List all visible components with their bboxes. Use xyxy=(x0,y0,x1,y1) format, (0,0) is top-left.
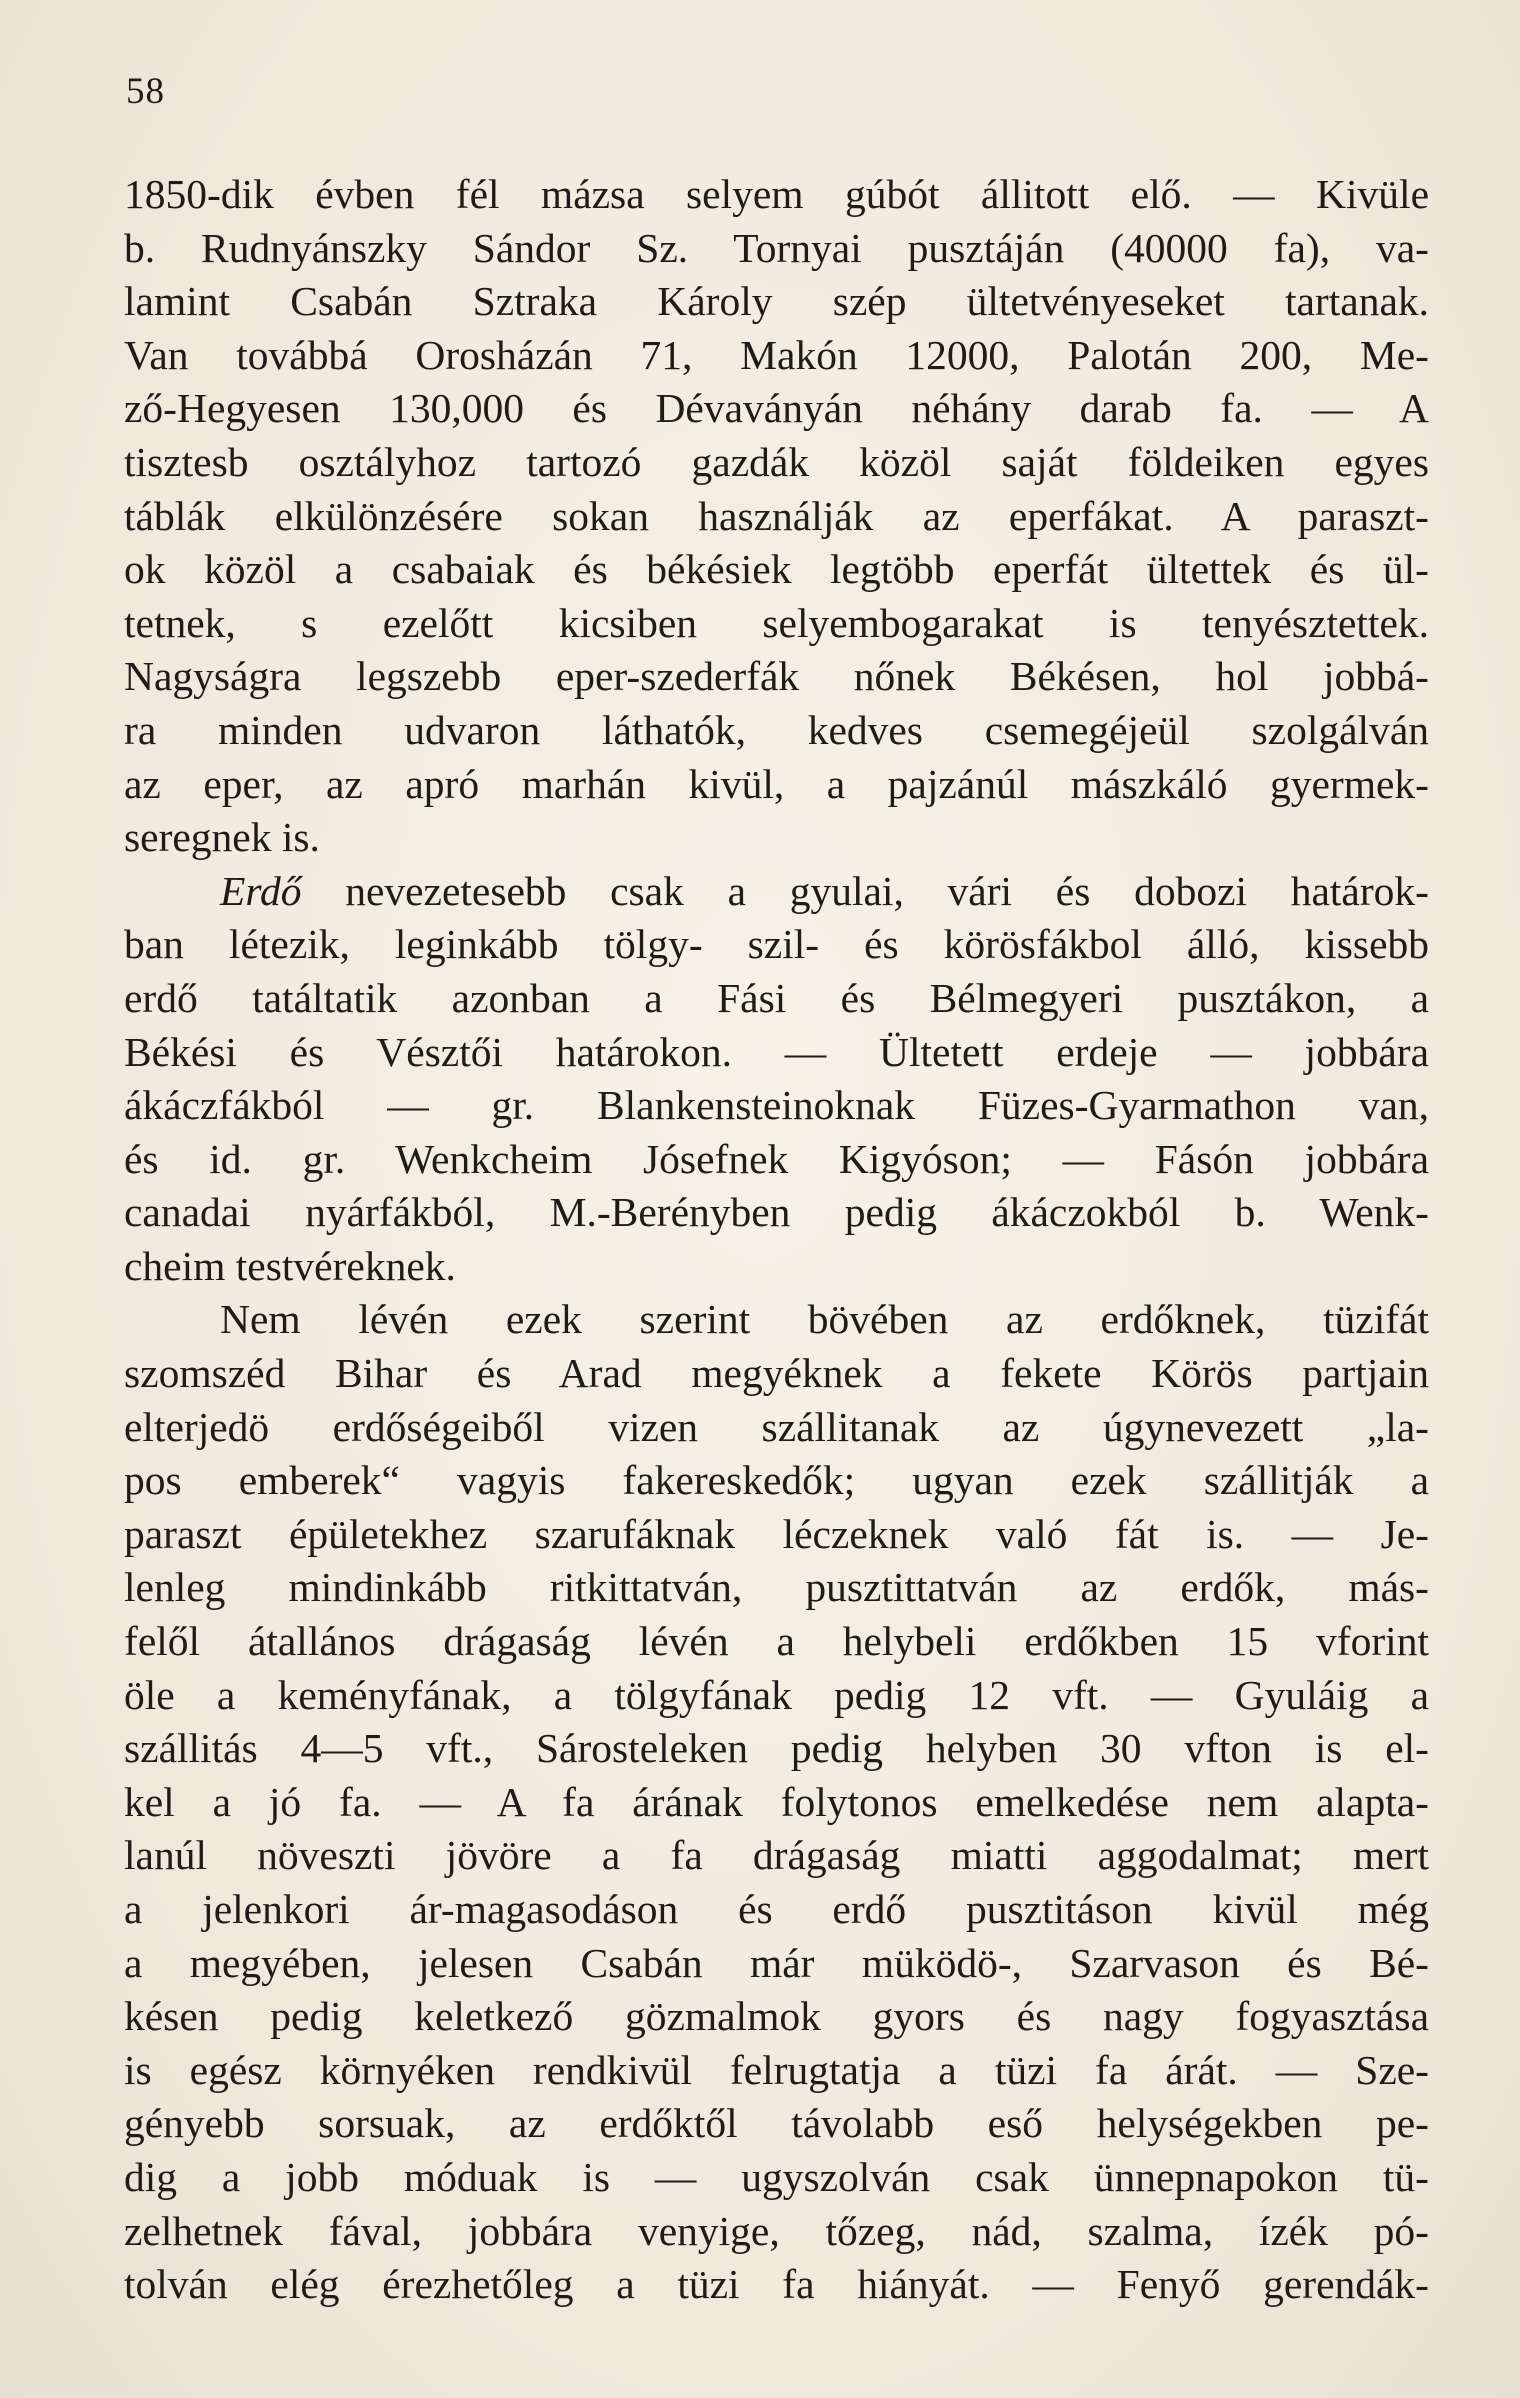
text-line: felől átallános drágaság lévén a helybeli erdőkben 15 vforint xyxy=(124,1618,1429,1665)
text-line: szállitás 4—5 vft., Sárosteleken pedig helyben 30 vfton is el- xyxy=(124,1725,1429,1772)
text-line: késen pedig keletkező gözmalmok gyors és nagy fogyasztása xyxy=(124,1993,1429,2040)
text-line: kel a jó fa. — A fa árának folytonos emelkedése nem alapta- xyxy=(124,1778,1429,1825)
text-line: szomszéd Bihar és Arad megyéknek a fekete Körös partjain xyxy=(124,1350,1429,1397)
text-line: dig a jobb móduak is — ugyszolván csak ünnepnapokon tü- xyxy=(124,2153,1429,2200)
text-line: táblák elkülönzésére sokan használják az eperfákat. A paraszt- xyxy=(124,492,1429,539)
text-line-paragraph-start: Nem lévén ezek szerint bövében az erdőknek, tüzifát xyxy=(220,1296,1429,1343)
text-line: tisztesb osztályhoz tartozó gazdák közöl saját földeiken egyes xyxy=(124,438,1429,485)
text-segment: nevezetesebb csak a gyulai, vári és dobozi határok- xyxy=(301,867,1429,914)
text-line: lamint Csabán Sztraka Károly szép ültetvényeseket tartanak. xyxy=(124,278,1429,325)
text-line: canadai nyárfákból, M.-Berényben pedig ákáczokból b. Wenk- xyxy=(124,1189,1429,1236)
text-line: Van továbbá Orosházán 71, Makón 12000, Palotán 200, Me- xyxy=(124,331,1429,378)
text-line: is egész környéken rendkivül felrugtatja a tüzi fa árát. — Sze- xyxy=(124,2046,1429,2093)
text-line: lanúl növeszti jövöre a fa drágaság miatti aggodalmat; mert xyxy=(124,1832,1429,1879)
text-line: cheim testvéreknek. xyxy=(124,1242,456,1289)
text-line: ok közöl a csabaiak és békésiek legtöbb eperfát ültettek és ül- xyxy=(124,546,1429,593)
text-line: paraszt épületekhez szarufáknak léczeknek való fát is. — Je- xyxy=(124,1510,1429,1557)
text-line: Békési és Vésztői határokon. — Ültetett erdeje — jobbára xyxy=(124,1028,1429,1075)
text-line: gényebb sorsuak, az erdőktől távolabb eső helységekben pe- xyxy=(124,2100,1429,2147)
body-text xyxy=(124,168,1429,2312)
text-line: a megyében, jelesen Csabán már müködö-, Szarvason és Bé- xyxy=(124,1939,1429,1986)
text-line: ban létezik, leginkább tölgy- szil- és körösfákbol álló, kissebb xyxy=(124,921,1429,968)
text-line: az eper, az apró marhán kivül, a pajzánúl mászkáló gyermek- xyxy=(124,760,1429,807)
text-line: lenleg mindinkább ritkittatván, pusztittatván az erdők, más- xyxy=(124,1564,1429,1611)
text-line: erdő tatáltatik azonban a Fási és Bélmegyeri pusztákon, a xyxy=(124,974,1429,1021)
text-line: 1850-dik évben fél mázsa selyem gúbót állitott elő. — Kivüle xyxy=(124,171,1429,217)
text-line: Nagyságra legszebb eper-szederfák nőnek Békésen, hol jobbá- xyxy=(124,653,1429,700)
text-line: öle a keményfának, a tölgyfának pedig 12 vft. — Gyuláig a xyxy=(124,1671,1429,1718)
text-line: elterjedö erdőségeiből vizen szállitanak az úgynevezett „la- xyxy=(124,1403,1429,1450)
text-line-paragraph-start xyxy=(124,865,1429,919)
text-line: ákáczfákból — gr. Blankensteinoknak Füzes-Gyarmathon van, xyxy=(124,1082,1429,1129)
text-line: zelhetnek fával, jobbára venyige, tőzeg, nád, szalma, ízék pó- xyxy=(124,2207,1429,2254)
italic-term: Erdő xyxy=(220,867,302,914)
text-line: a jelenkori ár-magasodáson és erdő pusztitáson kivül még xyxy=(124,1886,1429,1932)
text-line: ző-Hegyesen 130,000 és Dévaványán néhány darab fa. — A xyxy=(124,385,1429,432)
text-line: és id. gr. Wenkcheim Jósefnek Kigyóson; — Fásón jobbára xyxy=(124,1135,1429,1182)
text-line: pos emberek“ vagyis fakereskedők; ugyan ezek szállitják a xyxy=(124,1457,1429,1504)
text-line: seregnek is. xyxy=(124,814,320,861)
text-line: b. Rudnyánszky Sándor Sz. Tornyai pusztáján (40000 fa), va- xyxy=(124,224,1429,271)
text-line: tolván elég érezhetőleg a tüzi fa hiányát. — Fenyő gerendák- xyxy=(124,2261,1429,2308)
page-number: 58 xyxy=(126,71,165,112)
text-line: tetnek, s ezelőtt kicsiben selyembogarakat is tenyésztettek. xyxy=(124,599,1429,646)
text-line: ra minden udvaron láthatók, kedves csemegéjeül szolgálván xyxy=(124,706,1429,753)
